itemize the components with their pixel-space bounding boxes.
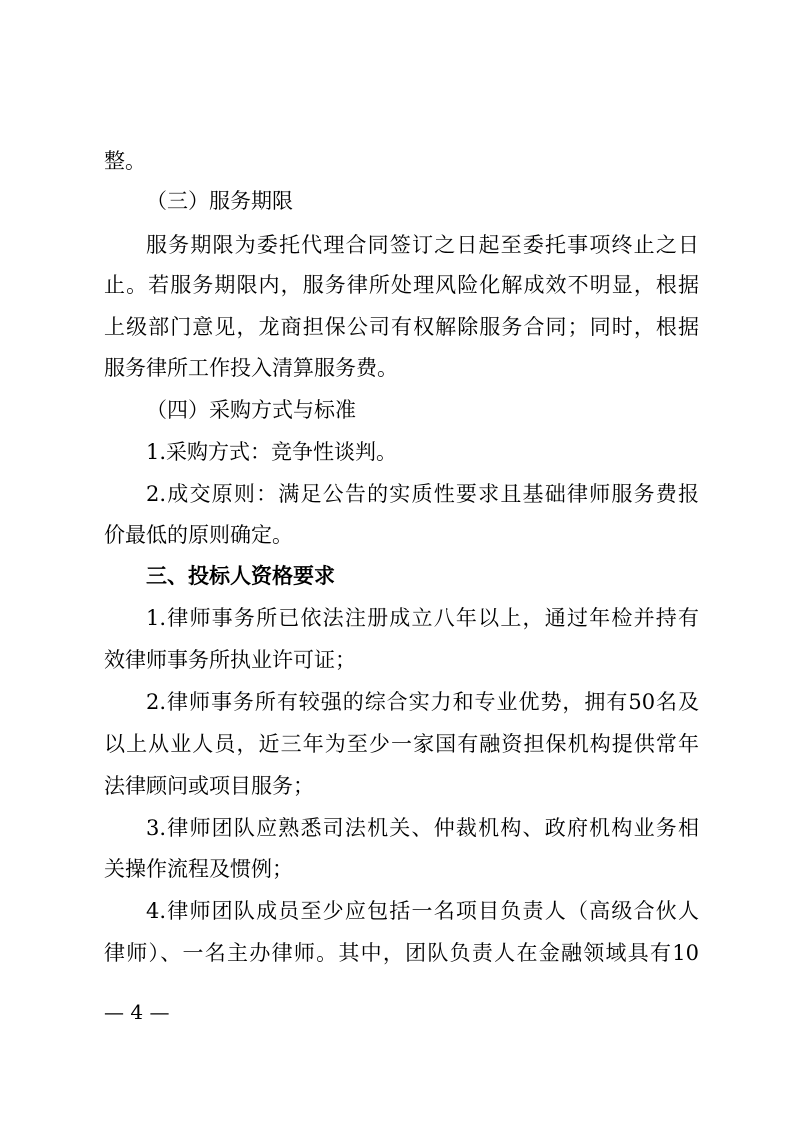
paragraph-line: 效律师事务所执业许可证； [104, 648, 356, 672]
section-heading: （三）服务期限 [146, 189, 293, 213]
paragraph-line: 3.律师团队应熟悉司法机关、仲裁机构、政府机构业务相 [146, 816, 699, 840]
paragraph-line: 整。 [104, 149, 146, 173]
paragraph-line: 4.律师团队成员至少应包括一名项目负责人（高级合伙人 [146, 899, 699, 923]
paragraph-line: 服务律所工作投入清算服务费。 [104, 356, 398, 380]
paragraph-line: 1.律师事务所已依法注册成立八年以上，通过年检并持有 [146, 606, 699, 630]
paragraph-line: 2.律师事务所有较强的综合实力和专业优势，拥有50名及 [146, 690, 699, 714]
paragraph-line: 服务期限为委托代理合同签订之日起至委托事项终止之日 [146, 233, 699, 257]
section-heading: 三、投标人资格要求 [146, 564, 335, 588]
paragraph-line: 关操作流程及惯例； [104, 857, 293, 881]
paragraph-line: 止。若服务期限内，服务律所处理风险化解成效不明显，根据 [104, 273, 699, 297]
paragraph-line: 以上从业人员，近三年为至少一家国有融资担保机构提供常年 [104, 732, 699, 756]
page-number: — 4 — [104, 1000, 170, 1024]
paragraph-line: 2.成交原则：满足公告的实质性要求且基础律师服务费报 [146, 482, 699, 506]
paragraph-line: 1.采购方式：竞争性谈判。 [146, 440, 398, 464]
paragraph-line: 律师）、一名主办律师。其中，团队负责人在金融领域具有10 [104, 941, 699, 965]
paragraph-line: 上级部门意见，龙商担保公司有权解除服务合同；同时，根据 [104, 315, 699, 339]
paragraph-line: 法律顾问或项目服务； [104, 774, 314, 798]
section-heading: （四）采购方式与标准 [146, 398, 356, 422]
paragraph-line: 价最低的原则确定。 [104, 523, 293, 547]
